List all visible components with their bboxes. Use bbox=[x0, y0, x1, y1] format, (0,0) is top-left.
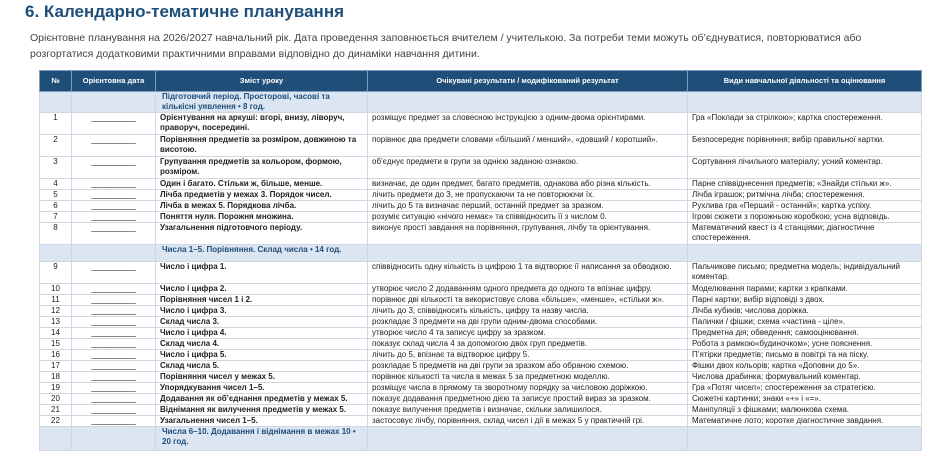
row-number: 11 bbox=[40, 295, 72, 306]
header-activities: Види навчальної діяльності та оцінювання bbox=[688, 71, 922, 92]
header-results: Очікувані результати / модифікований результат bbox=[368, 71, 688, 92]
lesson-topic: Віднімання як вилучення предметів у межах 5. bbox=[156, 405, 368, 416]
date-cell[interactable] bbox=[72, 157, 156, 179]
table-row bbox=[40, 339, 922, 350]
lesson-topic: Узагальнення підготовчого періоду. bbox=[156, 223, 368, 245]
lesson-topic: Число і цифра 1. bbox=[156, 262, 368, 284]
date-blank[interactable]: __________ bbox=[91, 179, 136, 188]
activity-assessment: Фішки двох кольорів; картка «Доповни до 5». bbox=[688, 361, 922, 372]
date-blank[interactable]: __________ bbox=[91, 284, 136, 293]
intro-text: Орієнтовне планування на 2026/2027 навчальний рік. Дата проведення заповнюється вчителем / учителькою. За потреби теми можуть об’єднуватися, повторюватися або розгортатися додатковими практичними вправами відповідно до динаміки навчання дитини. bbox=[30, 32, 862, 60]
lesson-topic: Лічба предметів у межах 3. Порядок чисел. bbox=[156, 190, 368, 201]
table-row bbox=[40, 295, 922, 306]
row-number: 2 bbox=[40, 135, 72, 157]
activity-assessment: Предметна дія; обведення; самооцінювання. bbox=[688, 328, 922, 339]
date-blank[interactable]: __________ bbox=[91, 223, 136, 232]
activity-assessment: Парні картки; вибір відповіді з двох. bbox=[688, 295, 922, 306]
expected-result: порівнює дві кількості та використовує слова «більше», «менше», «стільки ж». bbox=[368, 295, 688, 306]
lesson-topic: Порівняння предметів за розміром, довжиною та висотою. bbox=[156, 135, 368, 157]
lesson-topic: Узагальнення чисел 1–5. bbox=[156, 416, 368, 427]
expected-result: утворює число 4 та записує цифру за зразком. bbox=[368, 328, 688, 339]
activity-assessment: Числова драбинка; формувальний коментар. bbox=[688, 372, 922, 383]
lesson-topic: Додавання як об’єднання предметів у межах 5. bbox=[156, 394, 368, 405]
lesson-topic: Один і багато. Стільки ж, більше, менше. bbox=[156, 179, 368, 190]
lesson-topic: Склад числа 4. bbox=[156, 339, 368, 350]
expected-result: співвідносить одну кількість із цифрою 1 та відтворює її написання за обводкою. bbox=[368, 262, 688, 284]
activity-assessment: Гра «Потяг чисел»; спостереження за стратегією. bbox=[688, 383, 922, 394]
date-blank[interactable]: __________ bbox=[91, 317, 136, 326]
section-date-cell bbox=[72, 92, 156, 113]
activity-assessment: Гра «Поклади за стрілкою»; картка спостереження. bbox=[688, 113, 922, 135]
table-row bbox=[40, 306, 922, 317]
activity-assessment: Парне співвіднесення предметів; «Знайди стільки ж». bbox=[688, 179, 922, 190]
row-number: 15 bbox=[40, 339, 72, 350]
date-cell[interactable] bbox=[72, 135, 156, 157]
expected-result: розміщує числа в прямому та зворотному порядку за числовою доріжкою. bbox=[368, 383, 688, 394]
date-blank[interactable]: __________ bbox=[91, 212, 136, 221]
date-cell[interactable] bbox=[72, 190, 156, 201]
date-cell[interactable] bbox=[72, 306, 156, 317]
date-blank[interactable]: __________ bbox=[91, 372, 136, 381]
date-cell[interactable] bbox=[72, 295, 156, 306]
table-row bbox=[40, 317, 922, 328]
row-number: 5 bbox=[40, 190, 72, 201]
row-number: 18 bbox=[40, 372, 72, 383]
table-row bbox=[40, 350, 922, 361]
table-row bbox=[40, 262, 922, 284]
table-row bbox=[40, 157, 922, 179]
expected-result: розуміє ситуацію «нічого немає» та співвідносить її з числом 0. bbox=[368, 212, 688, 223]
expected-result: лічить до 5, впізнає та відтворює цифру 5. bbox=[368, 350, 688, 361]
activity-assessment: Моделювання парами; картки з крапками. bbox=[688, 284, 922, 295]
expected-result: порівнює кількості та числа в межах 5 за предметною моделлю. bbox=[368, 372, 688, 383]
row-number: 9 bbox=[40, 262, 72, 284]
date-blank[interactable]: __________ bbox=[91, 405, 136, 414]
header-topic: Зміст уроку bbox=[156, 71, 368, 92]
table-header-row bbox=[40, 71, 922, 92]
lesson-topic: Число і цифра 2. bbox=[156, 284, 368, 295]
date-cell[interactable] bbox=[72, 416, 156, 427]
section-results-cell bbox=[368, 245, 688, 262]
section-title: Числа 6–10. Додавання і віднімання в межах 10 • 20 год. bbox=[156, 427, 368, 451]
lesson-topic: Число і цифра 3. bbox=[156, 306, 368, 317]
section-number-cell bbox=[40, 245, 72, 262]
lesson-topic: Орієнтування на аркуші: вгорі, внизу, ліворуч, праворуч, посередині. bbox=[156, 113, 368, 135]
section-number-cell bbox=[40, 427, 72, 451]
section-results-cell bbox=[368, 92, 688, 113]
date-blank[interactable]: __________ bbox=[91, 295, 136, 304]
date-cell[interactable] bbox=[72, 361, 156, 372]
date-blank[interactable]: __________ bbox=[91, 394, 136, 403]
table-row bbox=[40, 328, 922, 339]
expected-result: об’єднує предмети в групи за однією заданою ознакою. bbox=[368, 157, 688, 179]
date-cell[interactable] bbox=[72, 350, 156, 361]
expected-result: розміщує предмет за словесною інструкцією з одним-двома орієнтирами. bbox=[368, 113, 688, 135]
lesson-topic: Лічба в межах 5. Порядкова лічба. bbox=[156, 201, 368, 212]
activity-assessment: Математичний квест із 4 станціями; діагностичне спостереження. bbox=[688, 223, 922, 245]
table-row bbox=[40, 372, 922, 383]
activity-assessment: Робота з рамкою«будиночком»; усне пояснення. bbox=[688, 339, 922, 350]
section-title: Числа 1–5. Порівняння. Склад числа • 14 год. bbox=[156, 245, 368, 262]
expected-result: лічить до 3, співвідносить кількість, цифру та назву числа. bbox=[368, 306, 688, 317]
activity-assessment: Математичне лото; коротке діагностичне завдання. bbox=[688, 416, 922, 427]
date-cell[interactable] bbox=[72, 179, 156, 190]
row-number: 12 bbox=[40, 306, 72, 317]
date-blank[interactable]: __________ bbox=[91, 113, 136, 122]
activity-assessment: Маніпуляції з фішками; малюнкова схема. bbox=[688, 405, 922, 416]
section-activities-cell bbox=[688, 427, 922, 451]
date-cell[interactable] bbox=[72, 201, 156, 212]
planning-table bbox=[39, 70, 922, 451]
row-number: 16 bbox=[40, 350, 72, 361]
row-number: 14 bbox=[40, 328, 72, 339]
activity-assessment: Сортування лічильного матеріалу; усний коментар. bbox=[688, 157, 922, 179]
row-number: 17 bbox=[40, 361, 72, 372]
section-results-cell bbox=[368, 427, 688, 451]
table-row bbox=[40, 416, 922, 427]
activity-assessment: Рухлива гра «Перший - останній»; картка успіху. bbox=[688, 201, 922, 212]
header-number: № bbox=[40, 71, 72, 92]
date-cell[interactable] bbox=[72, 113, 156, 135]
section-activities-cell bbox=[688, 92, 922, 113]
expected-result: порівнює два предмети словами «більший / менший», «довший / коротший». bbox=[368, 135, 688, 157]
expected-result: розкладає 5 предметів на дві групи за зразком або обраною схемою. bbox=[368, 361, 688, 372]
expected-result: розкладає 3 предмети на дві групи одним-двома способами. bbox=[368, 317, 688, 328]
date-cell[interactable] bbox=[72, 394, 156, 405]
section-activities-cell bbox=[688, 245, 922, 262]
section-date-cell bbox=[72, 245, 156, 262]
date-cell[interactable] bbox=[72, 339, 156, 350]
section-number-cell bbox=[40, 92, 72, 113]
date-blank[interactable]: __________ bbox=[91, 361, 136, 370]
activity-assessment: Ігрові сюжети з порожньою коробкою; усна відповідь. bbox=[688, 212, 922, 223]
page-title: 6. Календарно-тематичне планування bbox=[25, 2, 345, 21]
lesson-topic: Склад числа 3. bbox=[156, 317, 368, 328]
date-cell[interactable] bbox=[72, 328, 156, 339]
row-number: 7 bbox=[40, 212, 72, 223]
expected-result: застосовує лічбу, порівняння, склад чисел і дії в межах 5 у практичній грі. bbox=[368, 416, 688, 427]
row-number: 21 bbox=[40, 405, 72, 416]
table-row bbox=[40, 201, 922, 212]
table-row bbox=[40, 190, 922, 201]
table-row bbox=[40, 113, 922, 135]
activity-assessment: Сюжетні картинки; знаки «+» і «=». bbox=[688, 394, 922, 405]
expected-result: показує додавання предметною дією та записує простий вираз за зразком. bbox=[368, 394, 688, 405]
expected-result: лічить предмети до 3, не пропускаючи та не повторюючи їх. bbox=[368, 190, 688, 201]
lesson-topic: Групування предметів за кольором, формою, розміром. bbox=[156, 157, 368, 179]
expected-result: показує склад числа 4 за допомогою двох груп предметів. bbox=[368, 339, 688, 350]
table-row bbox=[40, 405, 922, 416]
lesson-topic: Порівняння чисел у межах 5. bbox=[156, 372, 368, 383]
date-blank[interactable]: __________ bbox=[91, 201, 136, 210]
row-number: 6 bbox=[40, 201, 72, 212]
activity-assessment: Палички / фішки; схема «частина - ціле». bbox=[688, 317, 922, 328]
section-title: Підготовчий період. Просторові, часові та кількісні уявлення • 8 год. bbox=[156, 92, 368, 113]
date-cell[interactable] bbox=[72, 223, 156, 245]
activity-assessment: Безпосереднє порівняння; вибір правильної картки. bbox=[688, 135, 922, 157]
date-blank[interactable]: __________ bbox=[91, 157, 136, 166]
row-number: 20 bbox=[40, 394, 72, 405]
header-date: Орієнтовна дата bbox=[72, 71, 156, 92]
section-date-cell bbox=[72, 427, 156, 451]
date-blank[interactable]: __________ bbox=[91, 350, 136, 359]
date-cell[interactable] bbox=[72, 262, 156, 284]
row-number: 22 bbox=[40, 416, 72, 427]
date-blank[interactable]: __________ bbox=[91, 262, 136, 271]
lesson-topic: Поняття нуля. Порожня множина. bbox=[156, 212, 368, 223]
lesson-topic: Упорядкування чисел 1–5. bbox=[156, 383, 368, 394]
lesson-topic: Порівняння чисел 1 і 2. bbox=[156, 295, 368, 306]
table-row bbox=[40, 135, 922, 157]
activity-assessment: Лічба іграшок; ритмічна лічба; спостереження. bbox=[688, 190, 922, 201]
date-blank[interactable]: __________ bbox=[91, 306, 136, 315]
activity-assessment: П’ятірки предметів; письмо в повітрі та на піску. bbox=[688, 350, 922, 361]
expected-result: лічить до 5 та визначає перший, останній предмет за зразком. bbox=[368, 201, 688, 212]
date-blank[interactable]: __________ bbox=[91, 416, 136, 425]
lesson-topic: Число і цифра 5. bbox=[156, 350, 368, 361]
date-blank[interactable]: __________ bbox=[91, 383, 136, 392]
table-row bbox=[40, 223, 922, 245]
table-row bbox=[40, 179, 922, 190]
activity-assessment: Лічба кубиків; числова доріжка. bbox=[688, 306, 922, 317]
row-number: 10 bbox=[40, 284, 72, 295]
table-row bbox=[40, 394, 922, 405]
date-cell[interactable] bbox=[72, 405, 156, 416]
expected-result: визначає, де один предмет, багато предметів, однакова або різна кількість. bbox=[368, 179, 688, 190]
lesson-topic: Склад числа 5. bbox=[156, 361, 368, 372]
date-cell[interactable] bbox=[72, 212, 156, 223]
row-number: 8 bbox=[40, 223, 72, 245]
table-row bbox=[40, 284, 922, 295]
date-cell[interactable] bbox=[72, 372, 156, 383]
date-cell[interactable] bbox=[72, 383, 156, 394]
date-blank[interactable]: __________ bbox=[91, 339, 136, 348]
table-row bbox=[40, 361, 922, 372]
table-row bbox=[40, 383, 922, 394]
activity-assessment: Пальчикове письмо; предметна модель; індивідуальний коментар. bbox=[688, 262, 922, 284]
row-number: 19 bbox=[40, 383, 72, 394]
date-cell[interactable] bbox=[72, 317, 156, 328]
row-number: 3 bbox=[40, 157, 72, 179]
table-body bbox=[40, 92, 922, 451]
row-number: 13 bbox=[40, 317, 72, 328]
table-row bbox=[40, 212, 922, 223]
section-row bbox=[40, 245, 922, 262]
lesson-topic: Число і цифра 4. bbox=[156, 328, 368, 339]
section-row bbox=[40, 427, 922, 451]
date-blank[interactable]: __________ bbox=[91, 190, 136, 199]
date-blank[interactable]: __________ bbox=[91, 328, 136, 337]
date-cell[interactable] bbox=[72, 284, 156, 295]
row-number: 4 bbox=[40, 179, 72, 190]
row-number: 1 bbox=[40, 113, 72, 135]
expected-result: показує вилучення предметів і визначає, скільки залишилося. bbox=[368, 405, 688, 416]
expected-result: виконує прості завдання на порівняння, групування, лічбу та орієнтування. bbox=[368, 223, 688, 245]
date-blank[interactable]: __________ bbox=[91, 135, 136, 144]
section-row bbox=[40, 92, 922, 113]
expected-result: утворює число 2 додаванням одного предмета до одного та впізнає цифру. bbox=[368, 284, 688, 295]
